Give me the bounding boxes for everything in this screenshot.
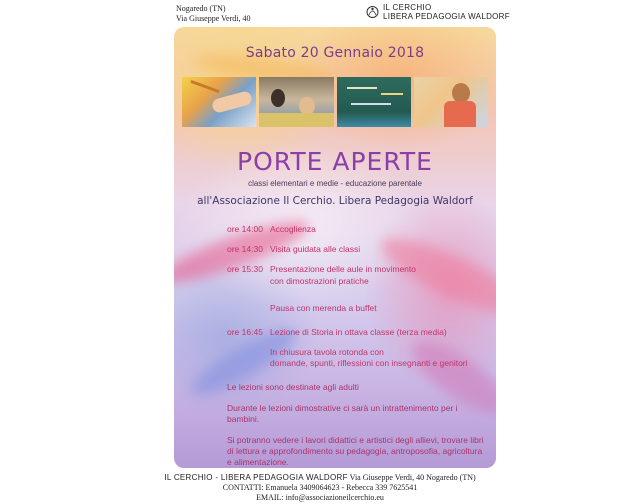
note-adults: Le lezioni sono destinate agli adulti: [227, 382, 359, 392]
photo-strip: [182, 77, 488, 127]
schedule-item: [227, 224, 316, 235]
schedule-closing-continued: domande, spunti, riflessioni con insegnanti e genitori: [270, 358, 468, 368]
header-address-line2: Via Giuseppe Verdi, 40: [176, 14, 251, 23]
photo-student: [414, 77, 488, 127]
photo-blackboard: [337, 77, 411, 127]
header-logo: [366, 3, 510, 21]
note-exhibits: Si potranno vedere i lavori didattici e artistici degli allievi, trovare libri di lettura e approfondimento su pedagogia, antroposofia, agricoltura e alimentazione.: [227, 435, 484, 467]
header-address: [176, 4, 250, 24]
header-address-line1: Nogaredo (TN): [176, 4, 226, 13]
schedule-closing: In chiusura tavola rotonda con: [270, 347, 384, 357]
poster-title: PORTE APERTE: [237, 147, 433, 176]
schedule-item: [227, 264, 416, 275]
schedule-time: ore 14:30: [227, 244, 263, 254]
schedule-item: [227, 244, 360, 255]
schedule-time: ore 14:00: [227, 224, 263, 234]
logo-line2: LIBERA PEDAGOGIA WALDORF: [383, 12, 510, 21]
schedule-break: Pausa con merenda a buffet: [270, 303, 377, 313]
footer-contacts: CONTATTI: Emanuela 3409064623 - Rebecca 339 7625541: [222, 483, 418, 492]
circle-logo-icon: [366, 3, 379, 21]
schedule-time: ore 16:45: [227, 327, 263, 337]
footer-brand: IL CERCHIO - LIBERA PEDAGOGIA WALDORF: [164, 473, 348, 482]
poster-subtitle: classi elementari e medie - educazione parentale: [248, 179, 422, 188]
footer-address: Via Giuseppe Verdi, 40 Nogaredo (TN): [349, 473, 476, 482]
footer-email: EMAIL: info@associazioneilcerchio.eu: [256, 493, 384, 502]
poster: [174, 27, 496, 468]
schedule-text: Visita guidata alle classi: [270, 244, 361, 254]
event-date: Sabato 20 Gennaio 2018: [245, 45, 425, 61]
footer-line1: [0, 473, 640, 483]
logo-line1: IL CERCHIO: [383, 3, 432, 12]
schedule-item: [227, 327, 447, 338]
schedule-text: Presentazione delle aule in movimento: [270, 264, 417, 274]
association-line: all'Associazione Il Cerchio. Libera Pedagogia Waldorf: [197, 195, 473, 207]
schedule-time: ore 15:30: [227, 264, 263, 274]
photo-painting: [182, 77, 256, 127]
schedule-text: Lezione di Storia in ottava classe (terza media): [270, 327, 447, 337]
schedule-text-continued: con dimostrazioni pratiche: [270, 276, 369, 286]
photo-classroom-table: [259, 77, 333, 127]
note-children: Durante le lezioni dimostrative ci sarà un intrattenimento per i bambini.: [227, 403, 458, 424]
schedule-text: Accoglienza: [270, 224, 316, 234]
